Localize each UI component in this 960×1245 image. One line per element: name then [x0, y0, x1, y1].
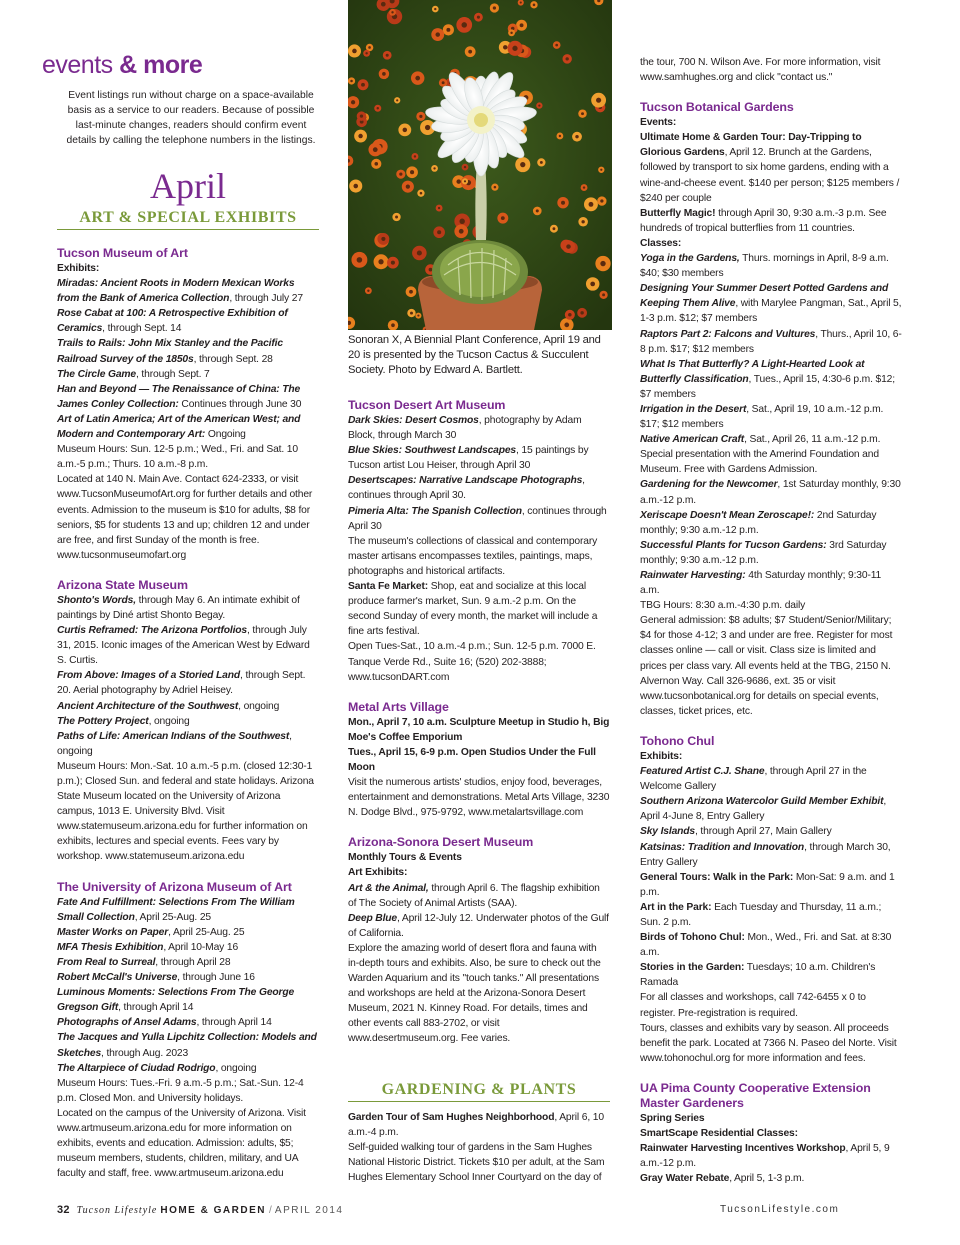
list-item: Blue Skies: Southwest Landscapes, 15 paintings by Tucson artist Lou Heiser, through April 30: [348, 445, 589, 472]
venue-ua-museum-of-art: [57, 880, 319, 1182]
marigold-center: [581, 220, 584, 223]
footer-folio: [57, 1203, 343, 1218]
marigold-center: [600, 169, 602, 171]
marigold-center: [410, 312, 413, 315]
venue-info: Museum Hours: Tues.-Fri. 9 a.m.-5 p.m.; Sat.-Sun. 12-4 p.m. Closed Mon. and University holidays.: [57, 1077, 304, 1104]
marigold-center: [538, 104, 540, 106]
list-item: Curtis Reframed: The Arizona Portfolios, through July 31, 2015. Iconic images of the American West by Edward S. Curtis.: [57, 625, 310, 667]
list-item: Irrigation in the Desert, Sat., April 19, 10 a.m.-12 p.m. $17; $12 members: [640, 403, 884, 431]
marigold-center: [461, 22, 467, 28]
marigold-center: [417, 315, 419, 317]
venue-tucson-botanical-gardens: [640, 100, 902, 719]
list-item: Han and Beyond — The Renaissance of China: The James Conley Collection: Continues through June 30: [57, 383, 302, 410]
venue-heading: The University of Arizona Museum of Art: [57, 879, 292, 894]
marigold-center: [459, 219, 464, 224]
list-item: Art & the Animal, through April 6. The flagship exhibition of The Society of Animal Artists (SAA).: [348, 882, 600, 909]
marigold-center: [464, 166, 466, 168]
marigold-center: [559, 135, 561, 137]
list-item: Native American Craft, Sat., April 26, 11 a.m.-12 p.m. Special presentation with the Amerind Foundation and Museum. Free with Gardens Admission.: [640, 434, 881, 476]
list-item: The Altarpiece of Ciudad Rodrigo, ongoing: [57, 1062, 257, 1074]
list-item: Deep Blue, April 12-July 12. Underwater photos of the Gulf of California.: [348, 912, 609, 939]
list-item: Raptors Part 2: Falcons and Vultures, Thurs., April 10, 6-8 p.m. $17; $12 members: [640, 328, 902, 355]
gardening-banner: GARDENING & PLANTS: [381, 1081, 577, 1098]
list-item: Dark Skies: Desert Cosmos, photography by Adam Block, through March 30: [348, 415, 582, 442]
marigold-center: [468, 50, 472, 54]
marigold-center: [409, 290, 413, 294]
section-name: HOME & GARDEN: [160, 1205, 266, 1216]
list-item: Designing Your Summer Desert Potted Gardens and Keeping Them Alive, with Marylee Pangman, Sat., April 5, 1-3 p.m. $12; $7 members: [640, 283, 902, 325]
marigold-center: [536, 209, 539, 212]
section-title-events: events: [42, 51, 113, 79]
marigold-center: [414, 155, 416, 157]
marigold-center: [459, 229, 464, 234]
marigold-center: [420, 192, 423, 195]
section-title: [42, 50, 202, 80]
venue-heading: Tucson Botanical Gardens: [640, 100, 794, 115]
list-item: Trails to Rails: John Mix Stanley and the Pacific Railroad Survey of the 1850s, through Sept. 28: [57, 338, 283, 365]
marigold-center: [419, 115, 422, 118]
marigold-center: [377, 107, 379, 109]
marigold-center: [434, 8, 436, 10]
month-heading: April: [150, 166, 226, 206]
venue-info: TBG Hours: 8:30 a.m.-4:30 p.m. daily: [640, 600, 806, 612]
list-item: Birds of Tohono Chul: Mon., Wed., Fri. and Sat. at 8:30 a.m.: [640, 932, 892, 959]
venue-info: Explore the amazing world of desert flora and fauna with in-depth tours and exhibits. Also, be sure to check out the Warden Aquarium and its "touch tanks." All presentations and workshops are held at the Arizona-Sonora Desert Museum, 2021 N. Kinney Road. For details, times and other events call 883-2702, or visit www.desertmuseum.org. Fee varies.: [348, 942, 601, 1045]
marigold-center: [415, 76, 420, 81]
marigold-center: [533, 4, 536, 7]
venue-info: Self-guided walking tour of gardens in the Sam Hughes National Historic District. Tickets $10 per adult, at the Sam Hughes Elementary School Inner Courtyard on the day of: [348, 1142, 605, 1184]
website-url: TucsonLifestyle.com: [720, 1204, 840, 1215]
venue-info: The museum's collections of classical and contemporary master artisans encompasses textiles, paintings, maps, photographs and historical artifacts.: [348, 535, 598, 577]
list-item: Garden Tour of Sam Hughes Neighborhood, April 6, 10 a.m.-4 p.m.: [348, 1112, 604, 1139]
marigold-center: [433, 167, 435, 169]
list-item: Tues., April 15, 6-9 p.m. Open Studios Under the Full Moon: [348, 746, 596, 773]
magazine-name: Tucson Lifestyle: [76, 1205, 158, 1216]
venue-heading: UA Pima County Cooperative Extension Master Gardeners: [640, 1080, 871, 1110]
list-item: Gray Water Rebate, April 5, 1-3 p.m.: [640, 1173, 805, 1185]
garden-tour-entry: [348, 1110, 610, 1185]
marigold-center: [351, 100, 355, 104]
marigold-center: [438, 207, 440, 209]
marigold-center: [555, 44, 558, 47]
marigold-center: [493, 6, 496, 9]
list-item: Sky Islands, through April 27, Main Gallery: [640, 826, 832, 838]
marigold-center: [561, 201, 565, 205]
marigold-center: [417, 250, 422, 255]
list-item: Southern Arizona Watercolor Guild Member Exhibit, April 4-June 8, Entry Gallery: [640, 796, 887, 823]
venue-info: Open Tues-Sat., 10 a.m.-4 p.m.; Sun. 12-5 p.m. 7000 E. Tanque Verde Rd., Suite 16; (520) 202-3888; www.tucsonDART.com: [348, 641, 596, 683]
list-item: From Above: Images of a Storied Land, through Sept. 20. Aerial photography by Adriel Heisey.: [57, 670, 306, 697]
folio-separator: /: [268, 1205, 272, 1216]
marigold-center: [540, 161, 543, 164]
marigold-center: [564, 322, 569, 327]
marigold-center: [391, 323, 395, 327]
list-item: Miradas: Ancient Roots in Modern Mexican Works from the Bank of America Collection, through July 27: [57, 278, 303, 305]
list-item: Desertscapes: Narrative Landscape Photographs, continues through April 30.: [348, 475, 585, 502]
list-item: Luminous Moments: Selections From The George Gregson Gift, through April 14: [57, 987, 295, 1014]
marigold-center: [575, 135, 578, 138]
list-item: General Tours: Walk in the Park: Mon-Sat: 9 a.m. and 1 p.m.: [640, 871, 895, 898]
subheading: Events:: [640, 117, 677, 129]
marigold-center: [464, 180, 466, 182]
marigold-center: [429, 268, 433, 272]
list-item: Gardening for the Newcomer, 1st Saturday monthly, 9:30 a.m.-12 p.m.: [640, 479, 901, 506]
marigold-center: [368, 46, 371, 49]
list-item: Rose Cabat at 100: A Retrospective Exhibition of Ceramics, through Sept. 14: [57, 308, 288, 335]
marigold-center: [494, 186, 497, 189]
marigold-center: [600, 261, 605, 266]
art-banner: ART & SPECIAL EXHIBITS: [79, 209, 297, 226]
intro-text: Event listings run without charge on a space-available basis as a service to our readers. Because of possible last-minute changes, readers should confirm event details by calling the telephone numbers in the listings.: [66, 90, 316, 147]
marigold-center: [381, 237, 385, 241]
list-item: Ultimate Home & Garden Tour: Day-Tripping to Glorious Gardens, April 12. Brunch at the Gardens, followed by transport to six home gardens, ending with a wine-and-cheese event. $140 per person; $125 members / $240 per couple: [640, 132, 900, 204]
marigold-center: [358, 134, 362, 138]
marigold-center: [357, 257, 363, 263]
list-item: The Jacques and Yulla Lipchitz Collection: Models and Sketches, through Aug. 2023: [57, 1032, 317, 1059]
venue-arizona-sonora-desert-museum: [348, 835, 610, 1046]
venue-info: Tours, classes and exhibits vary by season. All proceeds benefit the park. Located at 7366 N. Paseo del Norte. Visit www.tohonochul.org for more information and fees.: [640, 1022, 897, 1064]
art-banner-rule: [57, 229, 319, 230]
flower-image: [348, 0, 612, 330]
list-item: Santa Fe Market: Shop, eat and socialize at this local produce farmer's market, Sun. 9 a.m.-2 p.m. On the second Sunday of every month, the market will include a fine arts festival.: [348, 581, 598, 638]
list-item: Rainwater Harvesting Incentives Workshop, April 5, 9 a.m.-12 p.m.: [640, 1143, 890, 1170]
venue-tucson-museum-of-art: [57, 246, 319, 563]
venue-info: For all classes and workshops, call 742-6455 x 0 to register. Pre-registration is required.: [640, 992, 866, 1019]
marigold-center: [425, 125, 430, 130]
venue-ua-master-gardeners: [640, 1081, 902, 1186]
marigold-center: [553, 227, 556, 230]
marigold-center: [396, 99, 398, 101]
list-item: Art of Latin America; Art of the American West; and Modern and Contemporary Art: Ongoing: [57, 413, 301, 441]
marigold-center: [501, 216, 505, 220]
marigold-center: [410, 170, 414, 174]
list-item: Butterfly Magic! through April 30, 9:30 a.m.-3 p.m. See hundreds of tropical butterflies from 11 countries.: [640, 207, 887, 234]
marigold-center: [378, 259, 383, 264]
venue-tucson-desert-art-museum: [348, 398, 610, 685]
section-title-more: & more: [119, 51, 203, 79]
list-item: Art in the Park: Each Tuesday and Thursday, 11 a.m.; Sun. 2 p.m.: [640, 901, 882, 928]
venue-info: Located at 140 N. Main Ave. Contact 624-2333, or visit www.TucsonMuseumofArt.org for further details and other events. Admission to the museum is $10 for adults, $8 for seniors, $5 for students 13 and up; children 12 and under are free, and first Sunday of the month is free. www.tucsonmuseumofart.org: [57, 474, 313, 561]
list-item: The Pottery Project, ongoing: [57, 715, 190, 727]
venue-info: Museum Hours: Sun. 12-5 p.m.; Wed., Fri. and Sat. 10 a.m.-5 p.m.; Thurs. 10 a.m.-8 p.m.: [57, 444, 298, 471]
subheading: Art Exhibits:: [348, 867, 408, 879]
page-number: 32: [57, 1204, 70, 1216]
venue-info: Located on the campus of the University of Arizona. Visit www.artmuseum.arizona.edu for more information on exhibits, events and education. Admission: adults, $5; museum members, students, children, military, and UA faculty and staff, free. www.artmuseum.arizona.edu: [57, 1107, 306, 1180]
marigold-center: [381, 2, 386, 7]
venue-info: General admission: $8 adults; $7 Student/Senior/Military; $4 for those 4-12; 3 and under are free. Register for most classes online — call or visit. Class size is limited and prices per class vary. All events held at the TBG, 2150 N. Alvernon Way. Call 326-9686, ext. 35 or visit www.tucsonbotanical.org for details on special events, classes, ticket prices, etc.: [640, 615, 893, 717]
marigold-center: [589, 202, 594, 207]
list-item: The Circle Game, through Sept. 7: [57, 368, 210, 380]
marigold-center: [503, 45, 507, 49]
marigold-center: [520, 162, 525, 167]
marigold-center: [566, 244, 571, 249]
subheading: Exhibits:: [57, 263, 100, 274]
list-item: Robert McCall's Universe, through June 16: [57, 972, 255, 984]
continued-text: the tour, 700 N. Wilson Ave. For more information, visit www.samhughes.org and click "contact us.": [640, 57, 881, 84]
marigold-center: [568, 313, 572, 317]
marigold-center: [365, 52, 367, 54]
subheading: Exhibits:: [640, 750, 683, 762]
marigold-center: [403, 128, 408, 133]
marigold-center: [602, 293, 605, 296]
subheading: Spring Series: [640, 1112, 705, 1124]
marigold-center: [520, 23, 524, 27]
venue-heading: Tohono Chul: [640, 733, 715, 748]
venue-heading: Arizona State Museum: [57, 577, 188, 592]
list-item: Photographs of Ansel Adams, through April 14: [57, 1017, 272, 1029]
venue-heading: Tucson Desert Art Museum: [348, 398, 506, 412]
list-item: Featured Artist C.J. Shane, through April 27 in the Welcome Gallery: [640, 766, 867, 793]
venue-info: Museum Hours: Mon.-Sat. 10 a.m.-5 p.m. (closed 12:30-1 p.m.); Closed Sun. and federal and state holidays. Arizona State Museum located on the University of Arizona campus, 1013 E. University Blvd. Visit www.statemuseum.arizona.edu for further information on exhibits, lectures and special events. Fees vary by workshop. www.statemuseum.arizona.edu: [57, 760, 314, 863]
marigold-center: [477, 16, 480, 19]
list-item: Fate And Fulfillment: Selections From The William Small Collection, April 25-Aug. 25: [57, 896, 295, 923]
list-item: Successful Plants for Tucson Gardens: 3rd Saturday monthly; 9:30 a.m.-12 p.m.: [640, 539, 887, 566]
column-2: [348, 398, 610, 1047]
marigold-center: [391, 261, 395, 265]
list-item: What Is That Butterfly? A Light-Hearted Look at Butterfly Classification, Tues., April 15, 4:30-6 p.m. $12; $7 members: [640, 358, 895, 400]
marigold-center: [406, 185, 410, 189]
list-item: Shonto's Words, through May 6. An intimate exhibit of paintings by Diné artist Shonto Begay.: [57, 594, 300, 621]
marigold-center: [512, 46, 517, 51]
marigold-center: [583, 186, 585, 188]
marigold-center: [446, 28, 450, 32]
list-item: Mon., April 7, 10 a.m. Sculpture Meetup in Studio h, Big Moe's Coffee Emporium: [348, 716, 610, 743]
marigold-center: [353, 184, 358, 189]
list-item: Paths of Life: American Indians of the Southwest, ongoing: [57, 730, 292, 757]
marigold-center: [520, 1, 522, 3]
issue-date: APRIL 2014: [274, 1205, 344, 1216]
column-3: [640, 55, 902, 1186]
marigold-center: [399, 173, 402, 176]
list-item: MFA Thesis Exhibition, April 10-May 16: [57, 941, 239, 953]
subheading: SmartScape Residential Classes:: [640, 1128, 798, 1139]
marigold-center: [581, 112, 584, 115]
marigold-center: [580, 311, 583, 314]
marigold-center: [373, 147, 378, 152]
list-item: Stories in the Garden: Tuesdays; 10 a.m. Children's Ramada: [640, 962, 876, 989]
venue-info: Visit the numerous artists' studios, enjoy food, beverages, entertainment and demonstrations. Metal Arts Village, 3230 N. Dodge Blvd., 975-9792, www.metalartsvillage.com: [348, 777, 610, 819]
marigold-center: [367, 290, 369, 292]
venue-arizona-state-museum: [57, 578, 319, 865]
list-item: Xeriscape Doesn't Mean Zeroscape!: 2nd Saturday monthly; 9:30 a.m.-12 p.m.: [640, 509, 877, 536]
venue-metal-arts-village: [348, 700, 610, 821]
marigold-center: [437, 230, 441, 234]
cactus-flower-photo: [348, 0, 612, 330]
marigold-center: [456, 179, 460, 183]
marigold-center: [600, 199, 603, 202]
list-item: Katsinas: Tradition and Innovation, through March 30, Entry Gallery: [640, 841, 891, 868]
subheading: Monthly Tours & Events: [348, 852, 462, 864]
marigold-center: [442, 81, 445, 84]
list-item: Rainwater Harvesting: 4th Saturday monthly; 9:30-11 a.m.: [640, 570, 882, 597]
photo-caption: Sonoran X, A Biennial Plant Conference, April 19 and 20 is presented by the Tucson Cactus & Succulent Society. Photo by Edward A. Bartlett.: [348, 334, 601, 377]
marigold-center: [386, 54, 389, 57]
marigold-center: [510, 32, 512, 34]
venue-heading: Metal Arts Village: [348, 699, 449, 714]
marigold-center: [435, 32, 440, 37]
list-item: From Real to Surreal, through April 28: [57, 956, 231, 968]
marigold-center: [350, 80, 353, 83]
column-1: [57, 246, 319, 1181]
subheading: Classes:: [640, 237, 682, 249]
marigold-center: [566, 57, 569, 60]
venue-heading: Tucson Museum of Art: [57, 246, 188, 260]
marigold-center: [352, 49, 357, 54]
marigold-center: [382, 72, 386, 76]
venue-heading: Arizona-Sonora Desert Museum: [348, 835, 534, 850]
marigold-center: [361, 83, 365, 87]
venue-tohono-chul: [640, 734, 902, 1066]
list-item: Yoga in the Gardens, Thurs. mornings in April, 8-9 a.m. $40; $30 members: [640, 253, 889, 280]
marigold-center: [590, 282, 595, 287]
marigold-center: [360, 114, 363, 117]
list-item: Pimeria Alta: The Spanish Collection, continues through April 30: [348, 505, 607, 532]
list-item: Master Works on Paper, April 25-Aug. 25: [57, 926, 245, 938]
marigold-center: [395, 216, 398, 219]
marigold-center: [596, 98, 601, 103]
list-item: Ancient Architecture of the Southwest, ongoing: [57, 700, 280, 712]
marigold-center: [374, 162, 378, 166]
gardening-banner-rule: [348, 1101, 610, 1102]
marigold-center: [391, 11, 393, 13]
